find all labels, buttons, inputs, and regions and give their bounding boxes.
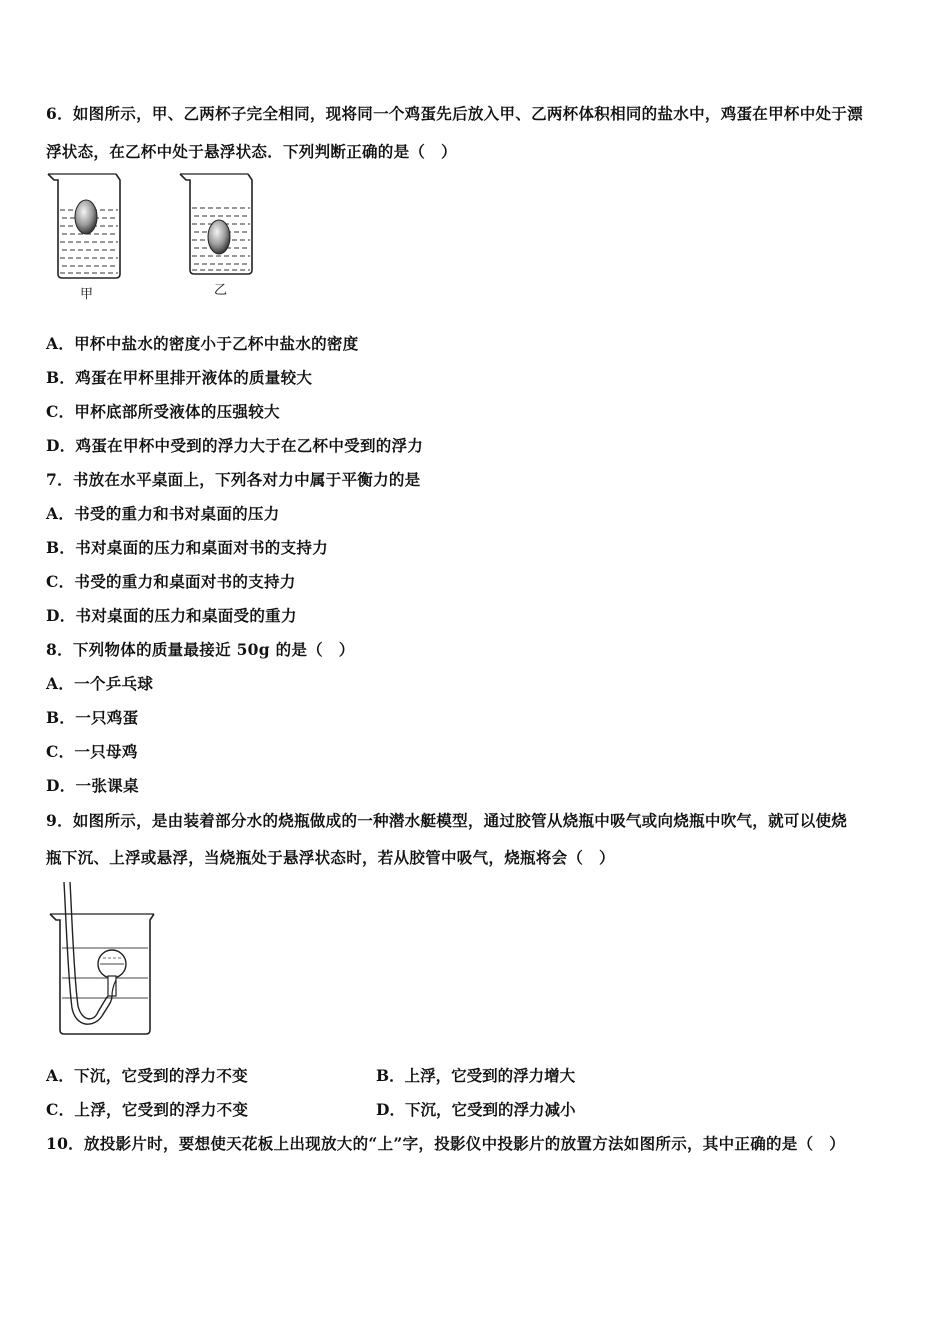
q7-option-b: B．书对桌面的压力和桌面对书的支持力 — [46, 538, 329, 557]
q6-option-c: C．甲杯底部所受液体的压强较大 — [46, 402, 280, 421]
q6-option-d: D．鸡蛋在甲杯中受到的浮力大于在乙杯中受到的浮力 — [46, 436, 424, 455]
figure-label-yi: 乙 — [214, 283, 228, 298]
q9-submarine-figure — [46, 878, 158, 1043]
q6-stem-line1: 6．如图所示，甲、乙两杯子完全相同，现将同一个鸡蛋先后放入甲、乙两杯体积相同的盐水中，鸡蛋在甲杯中处于漂 — [46, 104, 863, 123]
q6-option-a: A．甲杯中盐水的密度小于乙杯中盐水的密度 — [46, 334, 359, 353]
q8-option-a: A．一个乒乓球 — [46, 674, 154, 693]
figure-label-jia: 甲 — [80, 287, 94, 302]
beaker-yi — [180, 174, 252, 274]
q10-stem: 10．放投影片时，要想使天花板上出现放大的“上”字，投影仪中投影片的放置方法如图所示，其中正确的是（ ） — [46, 1134, 846, 1153]
q7-option-c: C．书受的重力和桌面对书的支持力 — [46, 572, 296, 591]
q8-option-c: C．一只母鸡 — [46, 742, 138, 761]
q7-stem: 7．书放在水平桌面上，下列各对力中属于平衡力的是 — [46, 470, 421, 489]
q8-stem: 8．下列物体的质量最接近 50g 的是（ ） — [46, 640, 355, 659]
q9-stem-line2: 瓶下沉、上浮或悬浮，当烧瓶处于悬浮状态时，若从胶管中吸气，烧瓶将会（ ） — [46, 848, 615, 867]
q6-option-b: B．鸡蛋在甲杯里排开液体的质量较大 — [46, 368, 313, 387]
q6-stem-line2: 浮状态，在乙杯中处于悬浮状态．下列判断正确的是（ ） — [46, 142, 457, 161]
q6-beakers-figure — [44, 170, 274, 300]
q9-option-b: B．上浮，它受到的浮力增大 — [376, 1066, 576, 1085]
egg-yi — [208, 220, 230, 254]
egg-jia — [75, 200, 97, 234]
q8-option-d: D．一张课桌 — [46, 776, 139, 795]
q7-option-d: D．书对桌面的压力和桌面受的重力 — [46, 606, 297, 625]
q9-option-a: A．下沉，它受到的浮力不变 — [46, 1066, 248, 1085]
q8-option-b: B．一只鸡蛋 — [46, 708, 139, 727]
q9-option-d: D．下沉，它受到的浮力减小 — [376, 1100, 576, 1119]
q7-option-a: A．书受的重力和书对桌面的压力 — [46, 504, 280, 523]
q9-stem-line1: 9．如图所示，是由装着部分水的烧瓶做成的一种潜水艇模型，通过胶管从烧瓶中吸气或向烧瓶中吹气，就可以使烧 — [46, 811, 848, 830]
q9-option-c: C．上浮，它受到的浮力不变 — [46, 1100, 249, 1119]
beaker-jia — [48, 174, 120, 278]
